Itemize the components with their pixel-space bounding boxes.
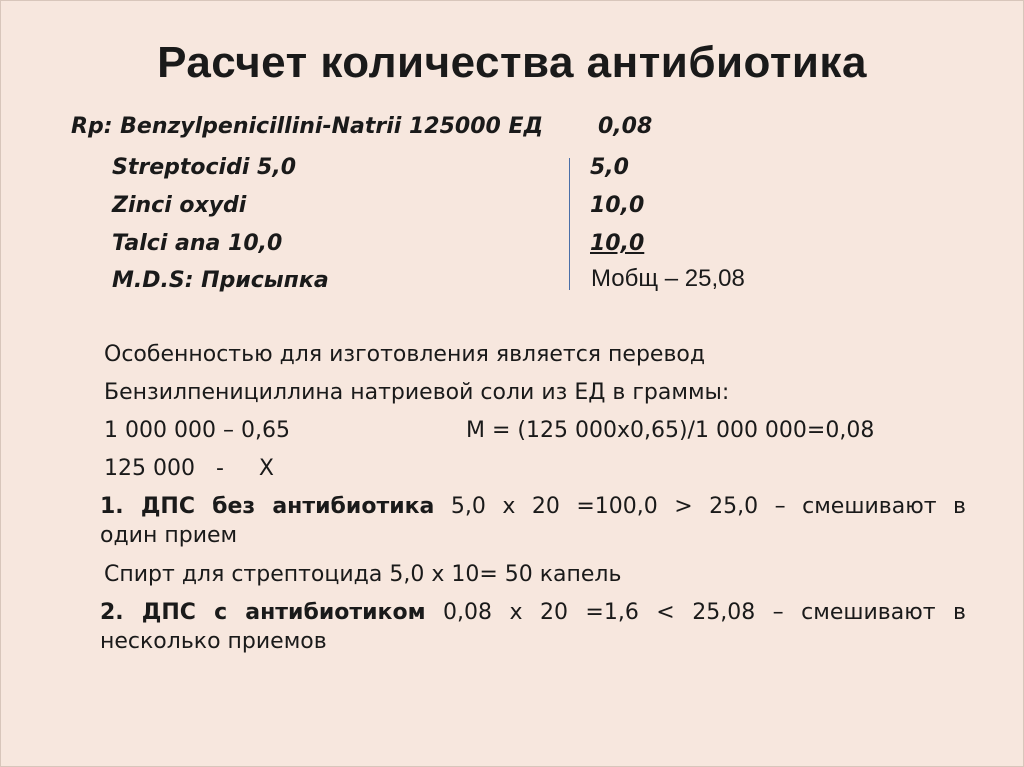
prescription-mds: M.D.S: Присыпка [112,268,329,293]
explanation-line-2: Бензилпенициллина натриевой соли из ЕД в граммы: [104,380,730,405]
step-1-text: 5,0 х 20 =100,0 > 25,0 – смешивают в [434,494,966,519]
prescription-amount-zinci: 10,0 [590,193,645,218]
step-1-label: 1. ДПС без антибиотика [100,494,435,519]
proportion-x: 125 000 - Х [104,456,274,481]
step-2-continuation: несколько приемов [100,629,327,654]
prescription-item-streptocidi: Streptocidi 5,0 [112,155,297,180]
prescription-head-amount: 0,08 [598,114,653,139]
prescription-head: Rp: Benzylpenicillini-Natrii 125000 ЕД [71,114,544,139]
divider-line [569,158,570,290]
prescription-amount-streptocidi: 5,0 [590,155,629,180]
prescription-item-talci: Talci ana 10,0 [112,231,283,256]
prescription-amount-talci: 10,0 [590,231,645,256]
slide-title: Расчет количества антибиотика [157,38,867,87]
prescription-item-zinci: Zinci oxydi [112,193,247,218]
step-1 [100,492,966,522]
explanation-line-1: Особенностью для изготовления является перевод [104,342,706,367]
prescription-total: Мобщ – 25,08 [591,265,745,292]
spirit-line: Спирт для стрептоцида 5,0 х 10= 50 капель [104,562,622,587]
step-2-text: 0,08 х 20 =1,6 < 25,08 – смешивают в [425,600,966,625]
proportion-left: 1 000 000 – 0,65 [104,418,290,443]
step-1-continuation: один прием [100,523,238,548]
proportion-formula: М = (125 000х0,65)/1 000 000=0,08 [466,418,875,443]
step-2 [100,598,966,628]
step-2-label: 2. ДПС с антибиотиком [100,600,426,625]
